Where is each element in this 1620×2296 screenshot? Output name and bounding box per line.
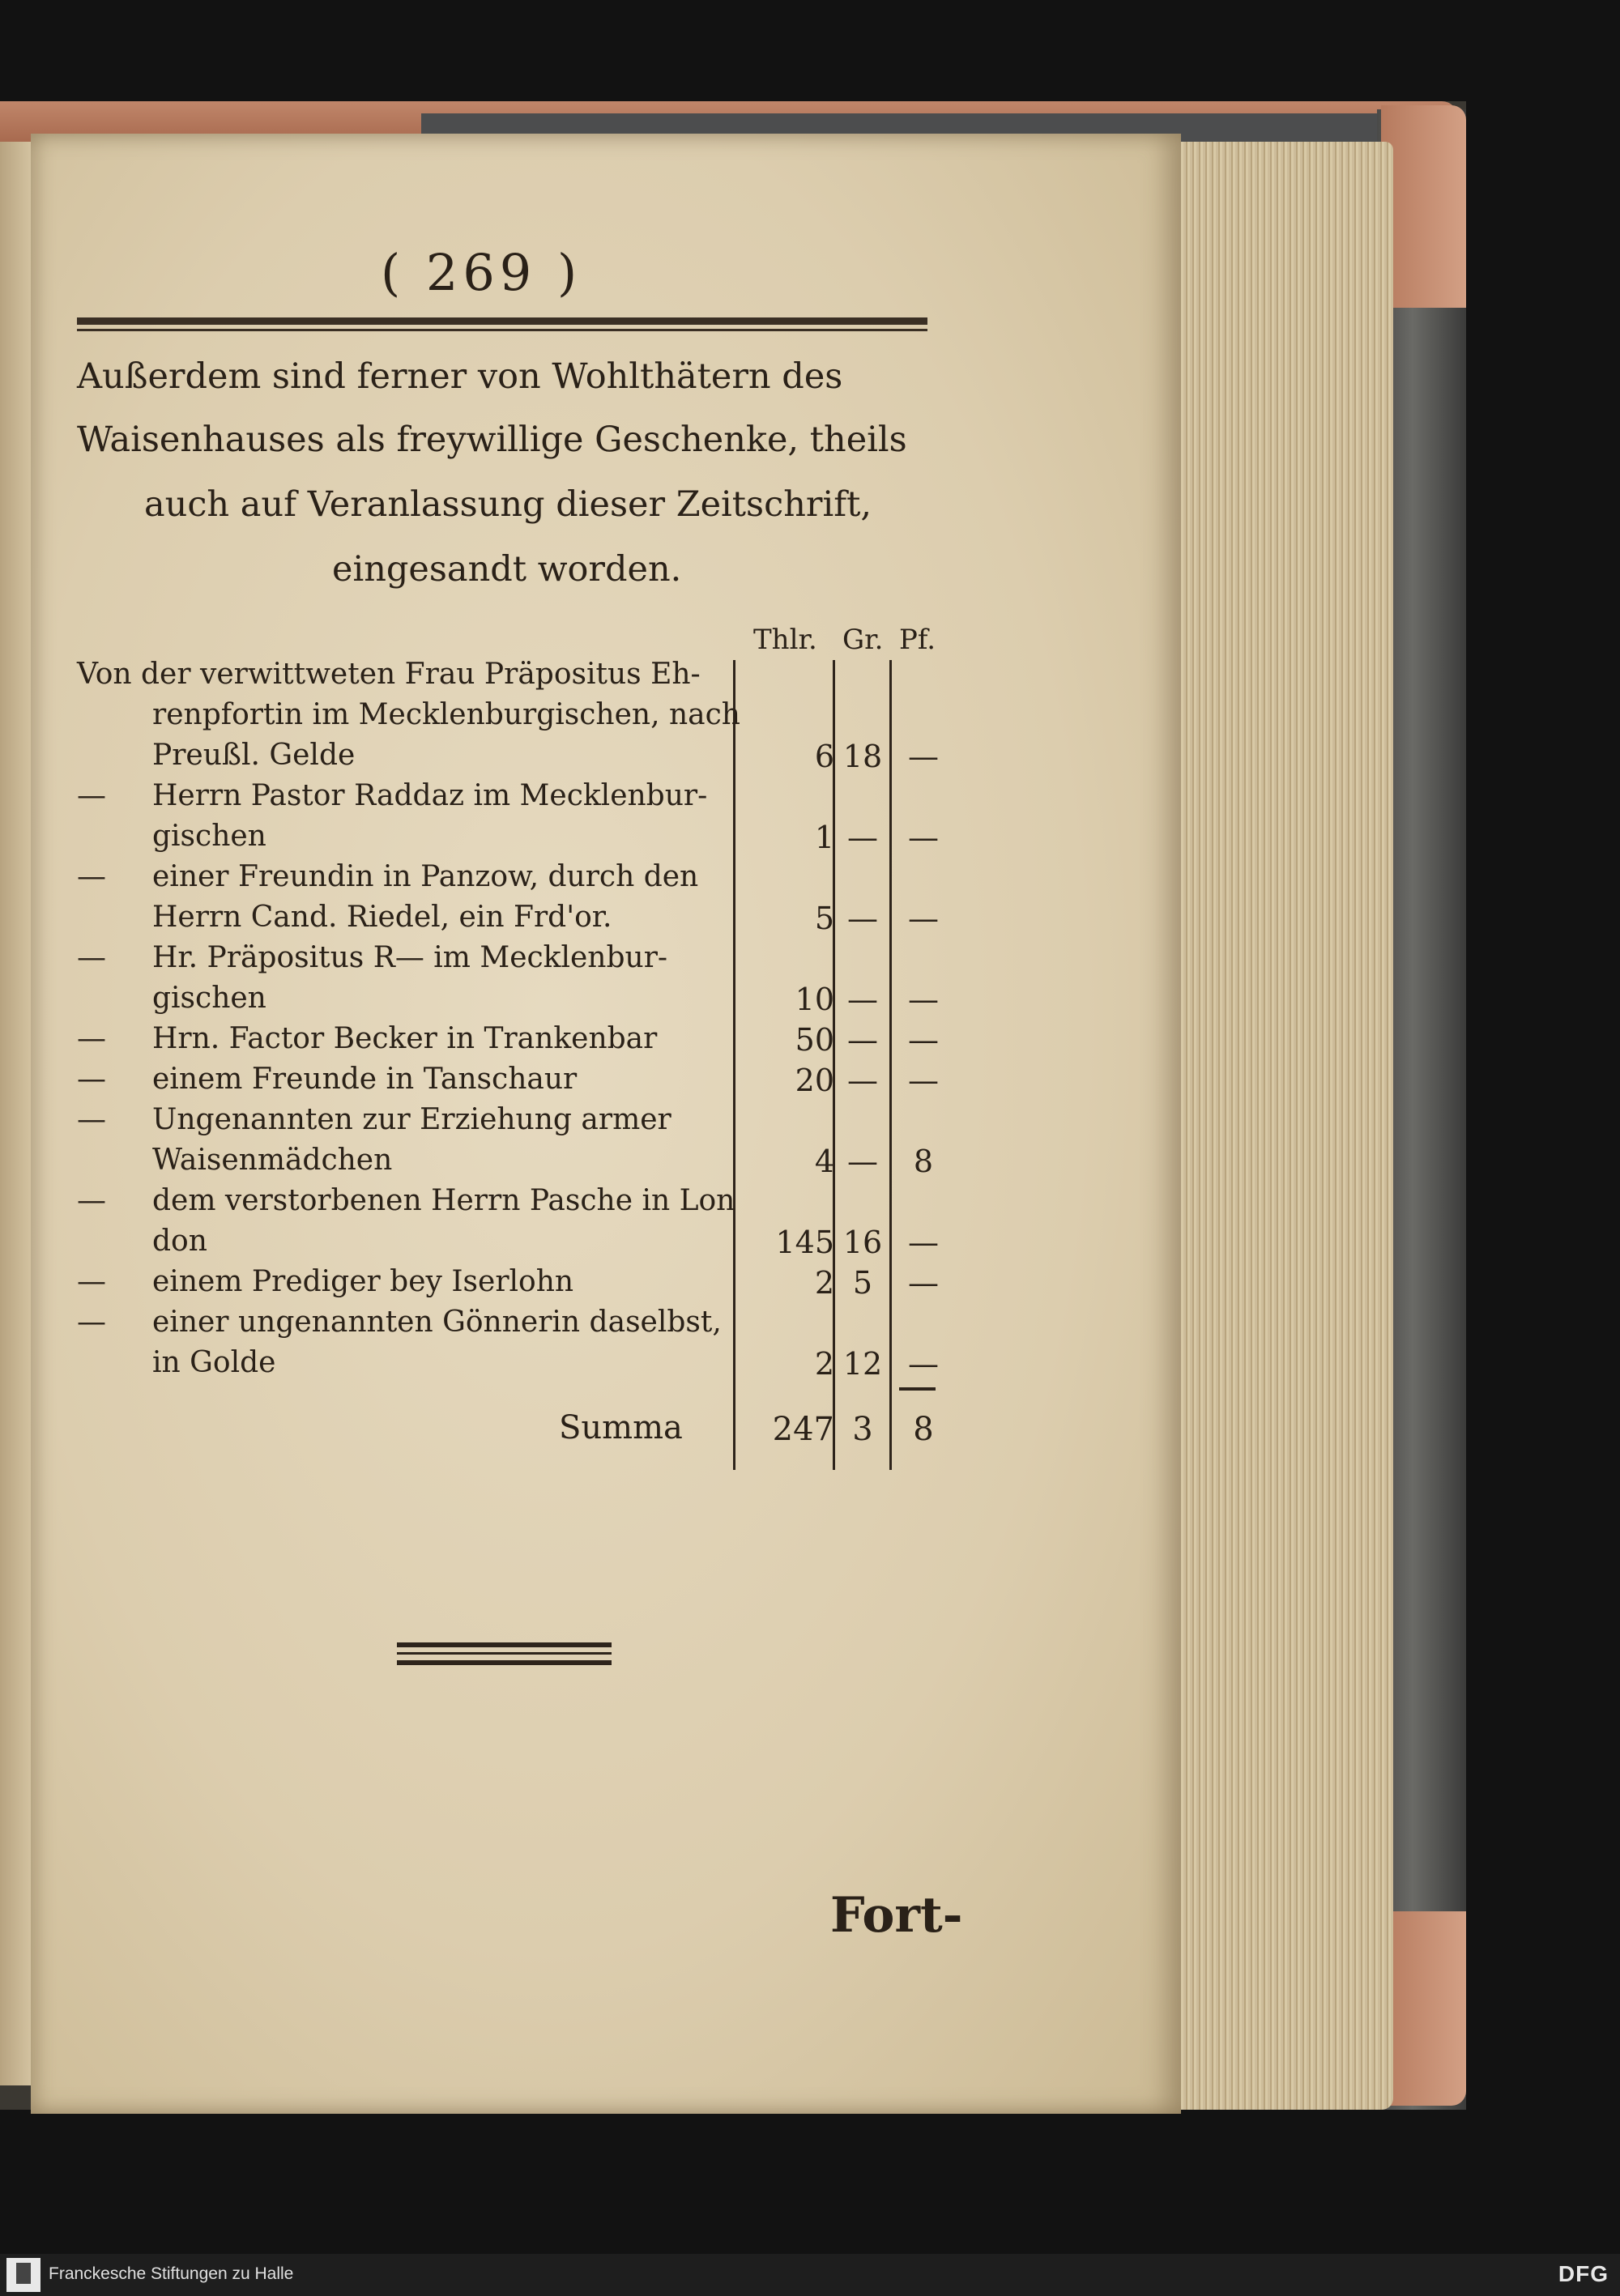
entry-text: einer ungenannten Gönnerin daselbst, — [152, 1306, 722, 1339]
column-header-pf: Pf. — [899, 624, 936, 656]
header-rule — [77, 317, 927, 325]
entry-pf: 8 — [913, 1144, 934, 1179]
entry-text: gischen — [152, 820, 266, 853]
entry-dash: — — [77, 941, 106, 974]
entry-text: Waisenmädchen — [152, 1144, 393, 1177]
entry-text: gischen — [152, 982, 266, 1015]
entry-gr: 18 — [842, 739, 883, 774]
entry-text: dem verstorbenen Herrn Pasche in Lon — [152, 1184, 735, 1217]
entry-gr: — — [847, 982, 878, 1017]
summa-pf: 8 — [913, 1411, 934, 1448]
summa-rule-3 — [889, 1411, 892, 1451]
entry-pf: — — [908, 820, 939, 855]
entry-dash: — — [77, 779, 106, 812]
entry-text: Hr. Präpositus R— im Mecklenbur- — [152, 941, 668, 974]
entry-gr: 5 — [852, 1265, 873, 1301]
entry-text: einer Freundin in Panzow, durch den — [152, 860, 699, 893]
intro-line: Waisenhauses als freywillige Geschenke, theils — [77, 420, 907, 460]
column-header-thlr: Thlr. — [753, 624, 817, 656]
entry-thlr: 4 — [814, 1144, 834, 1179]
intro-line: eingesandt worden. — [332, 549, 682, 590]
entry-thlr: 10 — [795, 982, 834, 1017]
entry-thlr: 2 — [814, 1265, 834, 1301]
entry-pf: — — [908, 1346, 939, 1382]
intro-line: auch auf Veranlassung dieser Zeitschrift, — [144, 484, 872, 525]
entry-text: in Golde — [152, 1346, 276, 1379]
table-rule-3 — [889, 660, 892, 1470]
column-header-gr: Gr. — [842, 624, 884, 656]
entry-text: einem Freunde in Tanschaur — [152, 1063, 578, 1096]
entry-thlr: 145 — [775, 1225, 834, 1260]
entry-dash: — — [77, 1306, 106, 1339]
entry-thlr: 5 — [814, 901, 834, 936]
entry-gr: — — [847, 1144, 878, 1179]
entry-pf: — — [908, 739, 939, 774]
entry-pf: — — [908, 1022, 939, 1058]
page-number: ( 269 ) — [381, 243, 582, 302]
entry-pf: — — [908, 1063, 939, 1098]
entry-gr: 16 — [842, 1225, 883, 1260]
dfg-logo: DFG — [1558, 2261, 1609, 2286]
entry-text: Preußl. Gelde — [152, 739, 356, 772]
header-rule-thin — [77, 329, 927, 331]
entry-text: Herrn Cand. Riedel, ein Frd'or. — [152, 901, 612, 934]
entry-gr: — — [847, 901, 878, 936]
entry-pf: — — [908, 1225, 939, 1260]
summa-rule-1 — [733, 1411, 735, 1451]
ornament-rule-lower — [397, 1660, 612, 1665]
entry-thlr: 6 — [814, 739, 834, 774]
ornament-rule-thin — [397, 1652, 612, 1655]
entry-thlr: 1 — [814, 820, 834, 855]
entry-text: Ungenannten zur Erziehung armer — [152, 1103, 671, 1136]
entry-dash: — — [77, 1265, 106, 1298]
entry-gr: — — [847, 1022, 878, 1058]
entry-text: Herrn Pastor Raddaz im Mecklenbur- — [152, 779, 708, 812]
entry-text: Hrn. Factor Becker in Trankenbar — [152, 1022, 658, 1055]
table-rule-1 — [733, 660, 735, 1470]
entry-dash: — — [77, 1063, 106, 1096]
entry-dash: — — [77, 1022, 106, 1055]
entry-thlr: 50 — [795, 1022, 834, 1058]
entry-dash: — — [77, 1184, 106, 1217]
leather-corner-top — [1381, 105, 1466, 308]
institution-logo-mark — [16, 2263, 31, 2284]
leather-corner-bottom — [1381, 1911, 1466, 2106]
summa-label: Summa — [559, 1409, 683, 1446]
entry-gr: — — [847, 1063, 878, 1098]
total-rule — [899, 1387, 936, 1391]
intro-line: Außerdem sind ferner von Wohlthätern des — [77, 356, 843, 397]
entry-gr: — — [847, 820, 878, 855]
ornament-rule — [397, 1642, 612, 1647]
entry-text: Von der verwittweten Frau Präpositus Eh- — [77, 658, 701, 691]
entry-text: don — [152, 1225, 207, 1258]
catchword: Fort- — [830, 1887, 963, 1944]
entry-text: einem Prediger bey Iserlohn — [152, 1265, 574, 1298]
entry-thlr: 2 — [814, 1346, 834, 1382]
entry-gr: 12 — [842, 1346, 883, 1382]
institution-name: Franckesche Stiftungen zu Halle — [49, 2264, 294, 2283]
entry-pf: — — [908, 901, 939, 936]
entry-pf: — — [908, 1265, 939, 1301]
summa-thlr: 247 — [772, 1411, 834, 1448]
entry-text: renpfortin im Mecklenburgischen, nach — [152, 698, 740, 731]
entry-pf: — — [908, 982, 939, 1017]
entry-thlr: 20 — [795, 1063, 834, 1098]
entry-dash: — — [77, 1103, 106, 1136]
summa-gr: 3 — [852, 1411, 873, 1448]
entry-dash: — — [77, 860, 106, 893]
page-edges — [1170, 142, 1393, 2110]
